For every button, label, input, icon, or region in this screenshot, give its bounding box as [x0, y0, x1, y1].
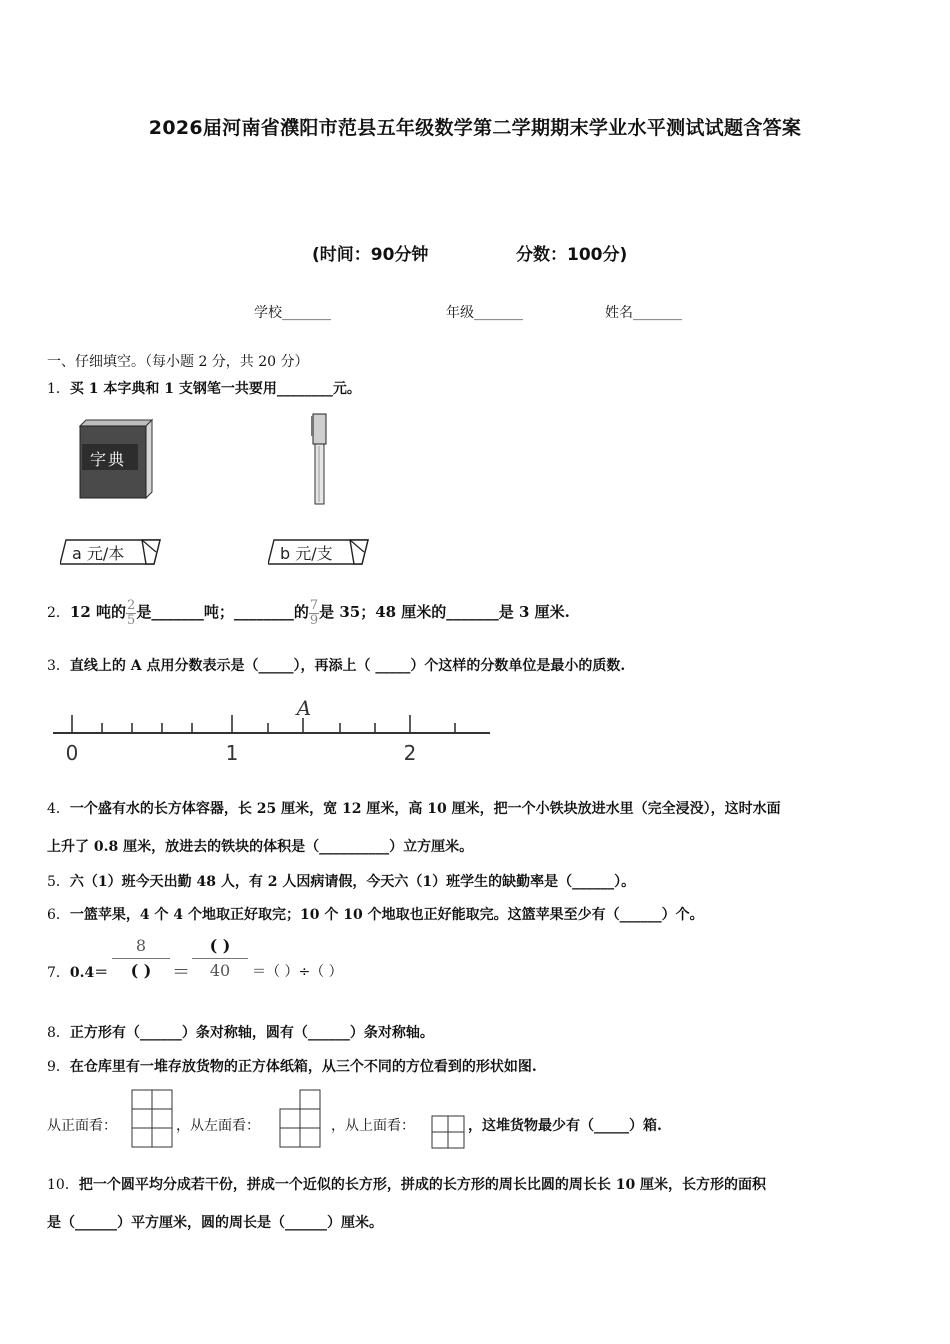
pen-image — [308, 412, 330, 506]
price-tag-b-label: b 元/支 — [280, 544, 333, 563]
front-view-label: 从正面看： — [47, 1118, 117, 1134]
question-3 — [47, 655, 625, 675]
grade-field: 年级_______ — [446, 305, 523, 321]
question-text: 在仓库里有一堆存放货物的正方体纸箱，从三个不同的方位看到的形状如图. — [69, 1059, 537, 1075]
question-10-line-2: 是（______）平方厘米，圆的周长是（______）厘米。 — [47, 1215, 383, 1231]
page-title: 2026届河南省濮阳市范县五年级数学第二学期期末学业水平测试试题含答案 — [148, 117, 802, 139]
question-10 — [47, 1174, 766, 1194]
question-number: 2． — [47, 605, 70, 621]
exam-score: 分数：100分) — [516, 245, 628, 265]
tick-label-0: 0 — [65, 741, 79, 765]
question-text-part: 是_______吨；________的 — [136, 603, 309, 621]
question-9 — [47, 1056, 537, 1076]
dictionary-label: 字典 — [90, 450, 127, 469]
question-number: 10． — [47, 1177, 79, 1193]
question-1 — [47, 378, 361, 398]
question-number: 1． — [47, 381, 70, 397]
denominator: 9 — [309, 612, 319, 628]
question-number: 4． — [47, 801, 70, 817]
top-view-label: ，从上面看： — [331, 1118, 415, 1134]
question-7 — [47, 962, 108, 982]
question-text: 把一个圆平均分成若干份，拼成一个近似的长方形，拼成的长方形的周长比圆的周长长 10 厘米，长方形的面积 — [78, 1177, 767, 1193]
name-field: 姓名_______ — [605, 305, 682, 321]
numerator: 7 — [309, 597, 319, 613]
exam-time: (时间：90分钟 — [312, 245, 429, 265]
equals-sign: ＝ — [172, 962, 190, 983]
numerator: 2 — [127, 597, 136, 613]
question-6 — [47, 904, 704, 924]
question-2 — [47, 595, 570, 630]
question-text: 六（1）班今天出勤 48 人，有 2 人因病请假，今天六（1）班学生的缺勤率是（______）。 — [69, 874, 636, 890]
question-4 — [47, 798, 781, 818]
fraction-2-5 — [126, 599, 136, 628]
point-a-label: A — [296, 696, 312, 720]
numerator: 8 — [112, 936, 170, 959]
question-number: 9． — [47, 1059, 70, 1075]
denominator: 5 — [127, 612, 136, 628]
front-view-grid — [131, 1089, 175, 1149]
question-9-answer: ，这堆货物最少有（_____）箱. — [468, 1118, 662, 1134]
question-text-part: 是 35；48 厘米的_______是 3 厘米. — [319, 603, 570, 621]
question-number: 7． — [47, 965, 70, 981]
school-field: 学校_______ — [254, 305, 331, 321]
question-number: 5． — [47, 874, 70, 890]
fraction-blank-40 — [192, 936, 248, 983]
denominator: ( ) — [130, 961, 152, 980]
question-number: 8． — [47, 1025, 70, 1041]
numerator: ( ) — [192, 936, 248, 959]
question-5 — [47, 871, 635, 891]
equation-rhs: ＝（ ）÷（ ） — [252, 964, 343, 980]
left-view-label: ，从左面看： — [176, 1118, 260, 1134]
equation-lhs: 0.4＝ — [69, 965, 109, 981]
tick-label-2: 2 — [403, 741, 417, 765]
question-text: 直线上的 A 点用分数表示是（_____），再添上（ _____）个这样的分数单位是最小的质数. — [69, 658, 626, 674]
fraction-7-9 — [309, 599, 319, 628]
denominator: 40 — [209, 961, 231, 980]
price-tag-a-label: a 元/本 — [72, 544, 125, 563]
question-4-line-2: 上升了 0.8 厘米，放进去的铁块的体积是（__________）立方厘米。 — [47, 839, 474, 855]
question-text: 买 1 本字典和 1 支钢笔一共要用________元。 — [69, 381, 361, 397]
question-text: 一个盛有水的长方体容器，长 25 厘米，宽 12 厘米，高 10 厘米，把一个小铁块放进水里（完全浸没），这时水面 — [69, 801, 781, 817]
question-number: 3． — [47, 658, 70, 674]
section-heading: 一、仔细填空。（每小题 2 分，共 20 分） — [47, 354, 309, 370]
number-line — [50, 690, 500, 770]
tick-label-1: 1 — [225, 741, 239, 765]
question-text: 一篮苹果，4 个 4 个地取正好取完；10 个 10 个地取也正好能取完。这篮苹果至少有（______）个。 — [69, 907, 704, 923]
question-text: 正方形有（______）条对称轴，圆有（______）条对称轴。 — [69, 1025, 434, 1041]
question-number: 6． — [47, 907, 70, 923]
question-text-part: 12 吨的 — [69, 603, 127, 621]
question-8 — [47, 1022, 434, 1042]
top-view-grid — [431, 1115, 467, 1151]
fraction-8-blank — [112, 936, 170, 983]
left-view-grid — [279, 1089, 323, 1149]
